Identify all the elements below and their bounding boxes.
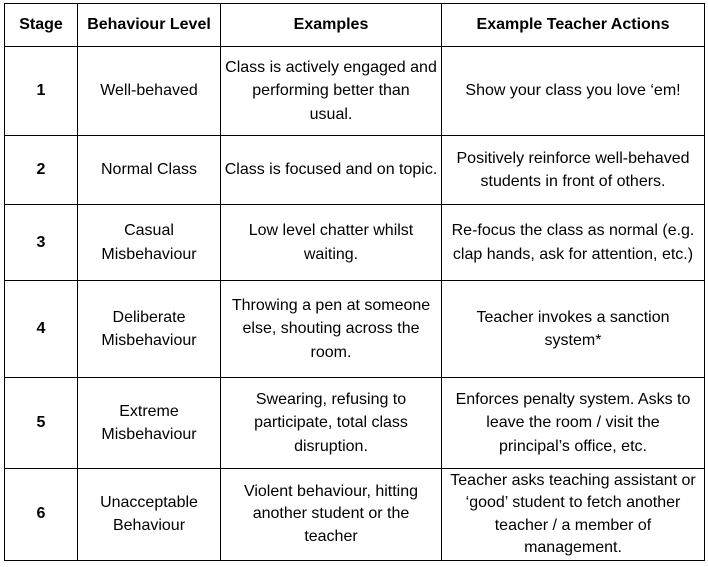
table-row — [5, 469, 705, 561]
examples-cell — [221, 205, 442, 281]
examples-cell — [221, 136, 442, 205]
cell-line: Teacher invokes a sanction — [476, 308, 670, 326]
cell-line: Class is actively engaged and — [225, 58, 437, 76]
cell-line: Behaviour — [112, 516, 186, 534]
behaviour-level-cell — [78, 136, 221, 205]
cell-line: Extreme — [119, 402, 179, 420]
behaviour-level-cell — [78, 205, 221, 281]
cell-line: Re-focus the class as normal (e.g. — [451, 222, 695, 239]
header-row — [5, 4, 705, 47]
teacher-actions-cell — [442, 136, 705, 205]
examples-cell — [221, 469, 442, 561]
cell-line: Well-behaved — [100, 82, 198, 100]
behaviour-level-cell — [78, 47, 221, 136]
cell-line: teacher / a member of — [494, 516, 652, 534]
stage-cell: 6 — [5, 469, 78, 561]
stage-cell: 3 — [5, 205, 78, 281]
cell-line: Misbehaviour — [101, 426, 197, 443]
cell-line: system* — [544, 332, 602, 349]
cell-line: Swearing, refusing to — [255, 390, 407, 408]
header-examples: Examples — [221, 4, 442, 47]
stage-cell: 4 — [5, 281, 78, 378]
cell-line: performing better than — [252, 82, 410, 100]
teacher-actions-cell — [442, 378, 705, 469]
stage-cell: 5 — [5, 378, 78, 469]
cell-line: Unacceptable — [100, 494, 198, 511]
cell-line: else, shouting across the — [242, 320, 420, 338]
teacher-actions-cell — [442, 205, 705, 281]
behaviour-level-cell — [78, 281, 221, 378]
cell-line: students in front of others. — [480, 173, 666, 190]
stage-cell: 1 — [5, 47, 78, 136]
cell-line: Normal Class — [100, 161, 197, 179]
cell-line: Violent behaviour, hitting — [243, 482, 419, 500]
cell-line: disruption. — [294, 437, 368, 455]
table-row — [5, 47, 705, 136]
teacher-actions-cell — [442, 47, 705, 136]
cell-line: management. — [524, 539, 622, 556]
behaviour-level-cell — [78, 469, 221, 561]
table-row — [5, 136, 705, 205]
cell-line: Show your class you love ‘em! — [465, 82, 681, 100]
cell-line: Throwing a pen at someone — [231, 296, 431, 314]
cell-line: another student or the — [252, 505, 410, 523]
header-behaviour-level: Behaviour Level — [78, 4, 221, 47]
examples-cell — [221, 281, 442, 378]
cell-line: principal’s office, etc. — [499, 437, 647, 455]
behaviour-stages-table — [4, 3, 705, 561]
table-row — [5, 205, 705, 281]
table-row — [5, 281, 705, 378]
cell-line: ‘good’ student to fetch another — [465, 494, 681, 511]
cell-line: teacher — [304, 527, 358, 545]
teacher-actions-cell — [442, 281, 705, 378]
table-row — [5, 378, 705, 469]
cell-line: Low level chatter whilst — [248, 222, 414, 239]
cell-line: Misbehaviour — [101, 245, 197, 263]
header-teacher-actions: Example Teacher Actions — [442, 4, 705, 47]
cell-line: Class is focused and on topic. — [224, 161, 438, 179]
teacher-actions-cell — [442, 469, 705, 561]
stage-cell: 2 — [5, 136, 78, 205]
cell-line: Misbehaviour — [101, 332, 197, 349]
cell-line: waiting. — [303, 245, 359, 263]
cell-line: Deliberate — [112, 308, 186, 326]
cell-line: Positively reinforce well-behaved — [456, 149, 690, 167]
cell-line: leave the room / visit the — [486, 414, 660, 432]
cell-line: Enforces penalty system. Asks to — [455, 390, 691, 408]
cell-line: room. — [310, 343, 352, 361]
cell-line: Teacher asks teaching assistant or — [450, 471, 696, 489]
cell-line: clap hands, ask for attention, etc.) — [452, 245, 694, 263]
cell-line: Casual — [124, 222, 174, 239]
behaviour-level-cell — [78, 378, 221, 469]
examples-cell — [221, 47, 442, 136]
cell-line: usual. — [309, 105, 353, 123]
cell-line: participate, total class — [254, 414, 408, 432]
header-stage: Stage — [5, 4, 78, 47]
examples-cell — [221, 378, 442, 469]
